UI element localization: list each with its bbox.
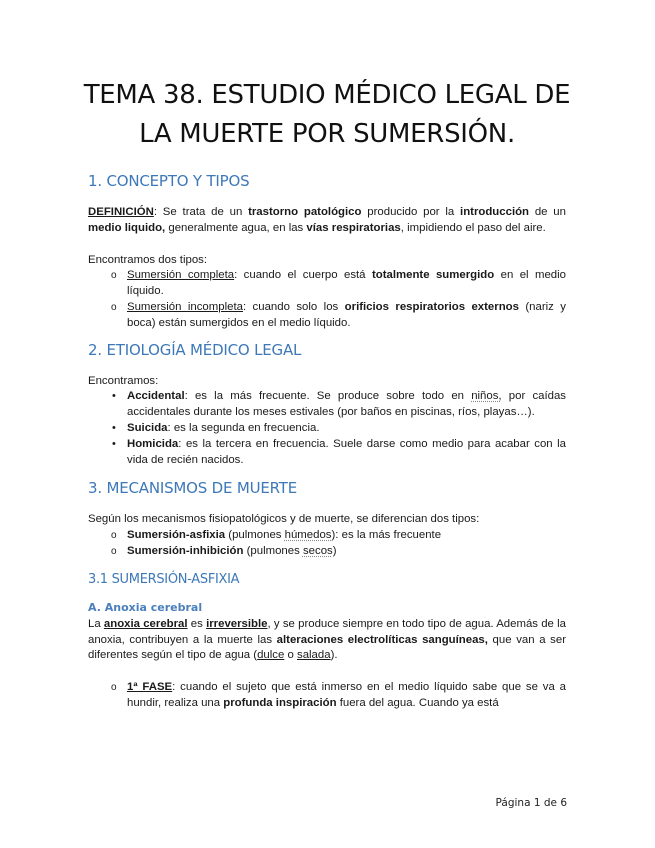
- definition-paragraph: [88, 205, 566, 237]
- list-marker: o: [111, 545, 117, 557]
- bold-run: Homicida: [127, 437, 179, 450]
- list-item: [88, 268, 566, 300]
- underlined-run: salada: [297, 649, 331, 662]
- spellcheck-run: secos: [302, 544, 333, 557]
- text-run: : es la tercera en frecuencia. Suele darse como medio para acabar con la vida de recién nacidos.: [127, 437, 566, 466]
- types-list: [88, 268, 566, 331]
- text-run: (nariz y boca) están sumergidos en el medio líquido.: [127, 300, 566, 329]
- bold-run: totalmente sumergido: [371, 269, 495, 282]
- text-run: ).: [330, 649, 338, 662]
- text-run: por caídas accidentales durante los meses estivales (por baños en piscinas, ríos, playas…).: [127, 390, 566, 419]
- section-2-heading: 2. ETIOLOGÍA MÉDICO LEGAL: [88, 340, 302, 359]
- bullet-marker: •: [112, 437, 116, 450]
- text-run: fuera del agua. Cuando ya está: [336, 696, 499, 709]
- bullet-marker: •: [112, 421, 116, 434]
- title-line-2: LA MUERTE POR SUMERSIÓN.: [139, 119, 515, 149]
- list-item: [88, 421, 566, 437]
- bold-run: orificios respiratorios externos: [344, 300, 519, 313]
- bold-underlined-run: anoxia cerebral: [103, 617, 188, 630]
- text-run: : Se trata de un: [153, 206, 249, 218]
- list-marker: o: [111, 682, 117, 694]
- text-run: : es la segunda en frecuencia.: [167, 421, 320, 434]
- bold-run: trastorno patológico: [248, 206, 362, 218]
- subheading-anoxia: A. Anoxia cerebral: [88, 600, 203, 614]
- bold-run: medio liquido,: [88, 221, 166, 234]
- list-item: [88, 680, 566, 712]
- section-1-heading: 1. CONCEPTO Y TIPOS: [88, 172, 250, 190]
- page-content: [83, 76, 571, 712]
- anoxia-paragraph: [88, 617, 566, 664]
- text-run: : es la más frecuente. Se produce sobre todo en: [184, 390, 472, 403]
- bold-run: introducción: [460, 206, 530, 218]
- text-run: , impidiendo el paso del aire.: [400, 221, 546, 234]
- text-run: o: [284, 649, 297, 662]
- page-title: [68, 76, 586, 154]
- bold-underlined-run: irreversible: [206, 617, 268, 630]
- spellcheck-run: húmedos: [284, 529, 332, 542]
- mechanisms-intro: Según los mecanismos fisiopatológicos y de muerte, se diferencian dos tipos:: [88, 513, 480, 526]
- text-run: ): es la más frecuente: [331, 529, 442, 542]
- bold-run: Sumersión-inhibición: [127, 544, 244, 557]
- text-run: producido por la: [361, 206, 461, 218]
- text-run: (pulmones: [225, 529, 285, 542]
- spellcheck-run: niños,: [471, 390, 502, 403]
- bold-run: vías respiratorias: [306, 221, 401, 234]
- list-marker: o: [111, 301, 117, 313]
- text-run: que van a ser diferentes según el tipo de agua (: [88, 633, 567, 662]
- text-run: (pulmones: [243, 544, 303, 557]
- page-number-footer: Página 1 de 6: [495, 797, 567, 809]
- types-intro: Encontramos dos tipos:: [88, 253, 208, 266]
- title-line-1: TEMA 38. ESTUDIO MÉDICO LEGAL DE: [83, 80, 571, 110]
- section-3-heading: 3. MECANISMOS DE MUERTE: [88, 479, 298, 498]
- text-run: : cuando solo los: [242, 300, 345, 313]
- bold-run: Suicida: [127, 421, 168, 434]
- text-run: es: [187, 617, 207, 630]
- bold-underlined-run: 1ª FASE: [127, 681, 173, 694]
- bold-run: profunda inspiración: [223, 696, 337, 709]
- list-item: [88, 389, 566, 421]
- text-run: : cuando el sujeto que está inmerso en el medio líquido sabe que se va a hundir, realiza una: [127, 681, 566, 709]
- mechanisms-list: [88, 528, 566, 560]
- text-run: , y se produce siempre en todo tipo de agua. Además de la anoxia, contribuyen a la muerte las: [88, 617, 566, 646]
- text-run: en el medio líquido.: [127, 269, 566, 298]
- list-item: [88, 300, 566, 332]
- text-run: de un: [529, 206, 566, 218]
- etiology-intro: Encontramos:: [88, 374, 159, 387]
- list-item: [88, 437, 566, 469]
- bold-run: Sumersión-asfixia: [127, 529, 226, 542]
- bold-run: alteraciones electrolíticas sanguíneas,: [276, 633, 488, 646]
- bold-run: Accidental: [127, 390, 185, 403]
- underlined-run: Sumersión incompleta: [127, 300, 243, 313]
- list-marker: o: [111, 270, 117, 282]
- phase-list: [88, 680, 566, 712]
- list-item: [88, 544, 566, 560]
- section-3-1-heading: 3.1 SUMERSIÓN-ASFIXIA: [88, 571, 240, 587]
- etiology-list: [88, 389, 566, 468]
- text-run: La: [88, 617, 104, 630]
- text-run: ): [332, 544, 337, 557]
- text-run: generalmente agua, en las: [165, 221, 307, 234]
- text-run: : cuando el cuerpo está: [234, 269, 372, 282]
- underlined-run: dulce: [257, 649, 285, 662]
- list-item: [88, 528, 566, 544]
- definition-label: DEFINICIÓN: [88, 206, 154, 218]
- underlined-run: Sumersión completa: [127, 269, 235, 282]
- bullet-marker: •: [112, 390, 116, 403]
- list-marker: o: [111, 530, 117, 542]
